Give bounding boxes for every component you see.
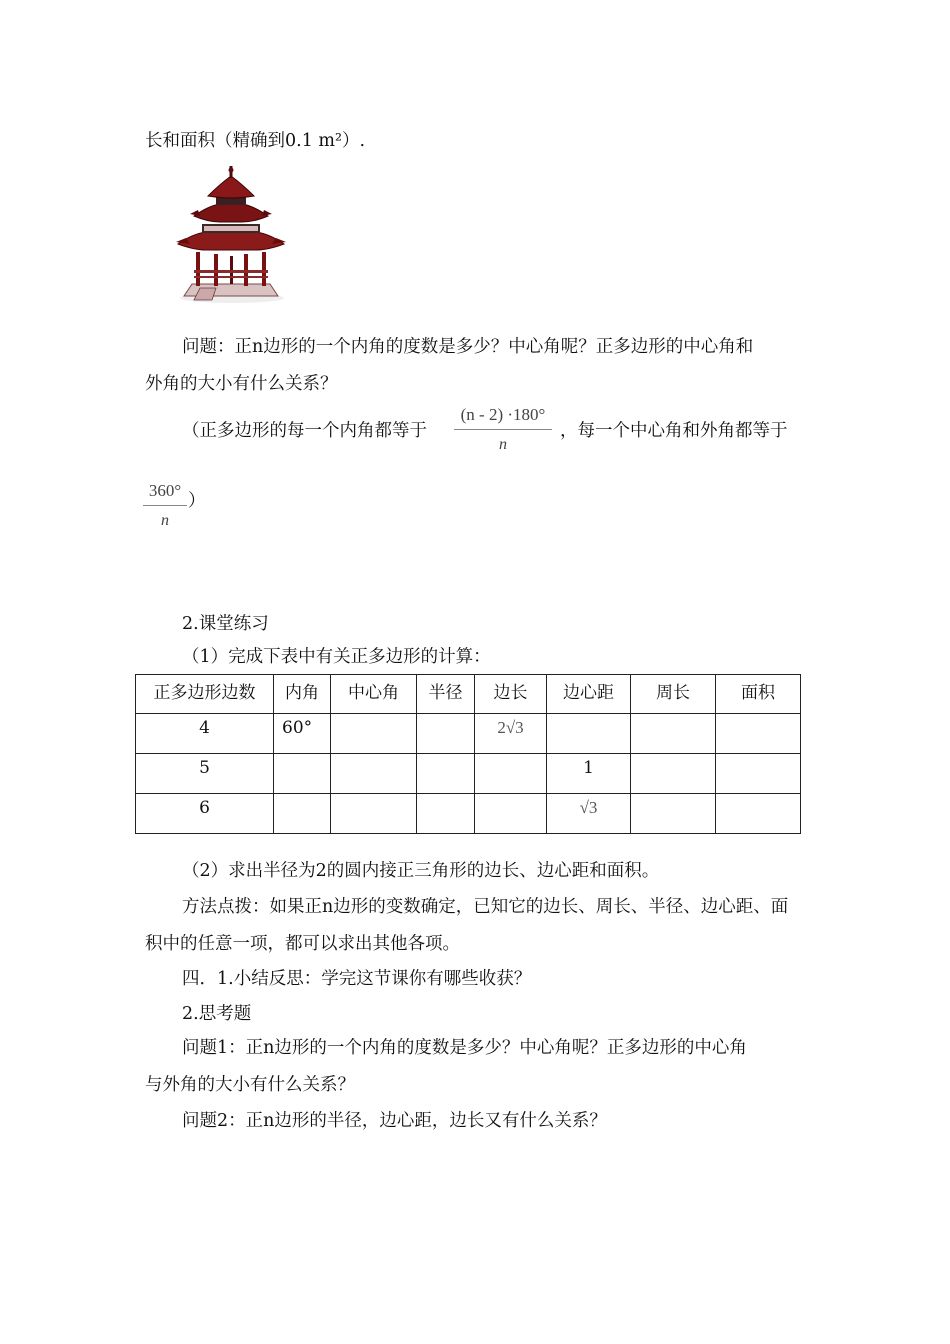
table-cell: 6 bbox=[136, 794, 274, 834]
table-cell: 2√3 bbox=[475, 714, 547, 754]
table-cell: 60° bbox=[274, 714, 331, 754]
table-cell bbox=[631, 794, 716, 834]
think-question-2: 问题2：正n边形的半径，边心距，边长又有什么关系？ bbox=[182, 1111, 607, 1131]
fraction-interior-angle bbox=[454, 405, 552, 454]
question-line-2: 外角的大小有什么关系？ bbox=[145, 374, 338, 394]
table-cell bbox=[417, 714, 475, 754]
table-header: 边心距 bbox=[547, 675, 631, 714]
fraction-numerator: (n - 2) ·180° bbox=[454, 405, 552, 430]
exercise-1: （1）完成下表中有关正多边形的计算： bbox=[182, 647, 491, 667]
table-cell: √3 bbox=[547, 794, 631, 834]
table-cell bbox=[475, 794, 547, 834]
table-cell: 4 bbox=[136, 714, 274, 754]
table-cell bbox=[331, 794, 417, 834]
table-cell bbox=[716, 794, 801, 834]
table-cell: 1 bbox=[547, 754, 631, 794]
fraction-denominator: n bbox=[161, 512, 169, 529]
summary-line: 四．1.小结反思：学完这节课你有哪些收获？ bbox=[182, 969, 532, 989]
table-header-row bbox=[136, 675, 801, 714]
table-cell bbox=[631, 714, 716, 754]
method-line-1: 方法点拨：如果正n边形的变数确定，已知它的边长、周长、半径、边心距、面 bbox=[182, 897, 789, 917]
table-row bbox=[136, 754, 801, 794]
fraction-denominator: n bbox=[499, 436, 507, 453]
table-cell bbox=[631, 754, 716, 794]
think-question-1-line-1: 问题1：正n边形的一个内角的度数是多少？中心角呢？正多边形的中心角 bbox=[182, 1038, 747, 1058]
method-line-2: 积中的任意一项，都可以求出其他各项。 bbox=[145, 934, 460, 954]
table-row bbox=[136, 714, 801, 754]
table-header: 中心角 bbox=[331, 675, 417, 714]
table-cell bbox=[475, 754, 547, 794]
table-header: 正多边形边数 bbox=[136, 675, 274, 714]
table-cell: 5 bbox=[136, 754, 274, 794]
table-header: 边长 bbox=[475, 675, 547, 714]
table-cell bbox=[716, 754, 801, 794]
table-cell bbox=[331, 754, 417, 794]
think-question-1-line-2: 与外角的大小有什么关系？ bbox=[145, 1075, 355, 1095]
table-cell bbox=[417, 794, 475, 834]
table-header: 面积 bbox=[716, 675, 801, 714]
exercise-2: （2）求出半径为2的圆内接正三角形的边长、边心距和面积。 bbox=[182, 861, 660, 881]
table-cell bbox=[547, 714, 631, 754]
answer-middle: ，每一个中心角和外角都等于 bbox=[560, 421, 788, 441]
table-header: 周长 bbox=[631, 675, 716, 714]
table-header: 半径 bbox=[417, 675, 475, 714]
table-cell bbox=[417, 754, 475, 794]
pavilion-image bbox=[172, 166, 290, 304]
table-cell bbox=[274, 794, 331, 834]
text-line-top: 长和面积（精确到0.1 m²）. bbox=[145, 131, 366, 151]
question-line-1: 问题：正n边形的一个内角的度数是多少？中心角呢？正多边形的中心角和 bbox=[182, 337, 754, 357]
think-title: 2.思考题 bbox=[182, 1004, 252, 1024]
table-header: 内角 bbox=[274, 675, 331, 714]
fraction-central-angle bbox=[143, 481, 187, 530]
polygon-table bbox=[135, 674, 801, 834]
section-practice: 2.课堂练习 bbox=[182, 614, 269, 634]
table-cell bbox=[331, 714, 417, 754]
fraction-numerator: 360° bbox=[143, 481, 187, 506]
answer-prefix: （正多边形的每一个内角都等于 bbox=[182, 421, 427, 441]
table-row bbox=[136, 794, 801, 834]
table-cell bbox=[716, 714, 801, 754]
answer-suffix: ） bbox=[188, 491, 206, 511]
table-cell bbox=[274, 754, 331, 794]
